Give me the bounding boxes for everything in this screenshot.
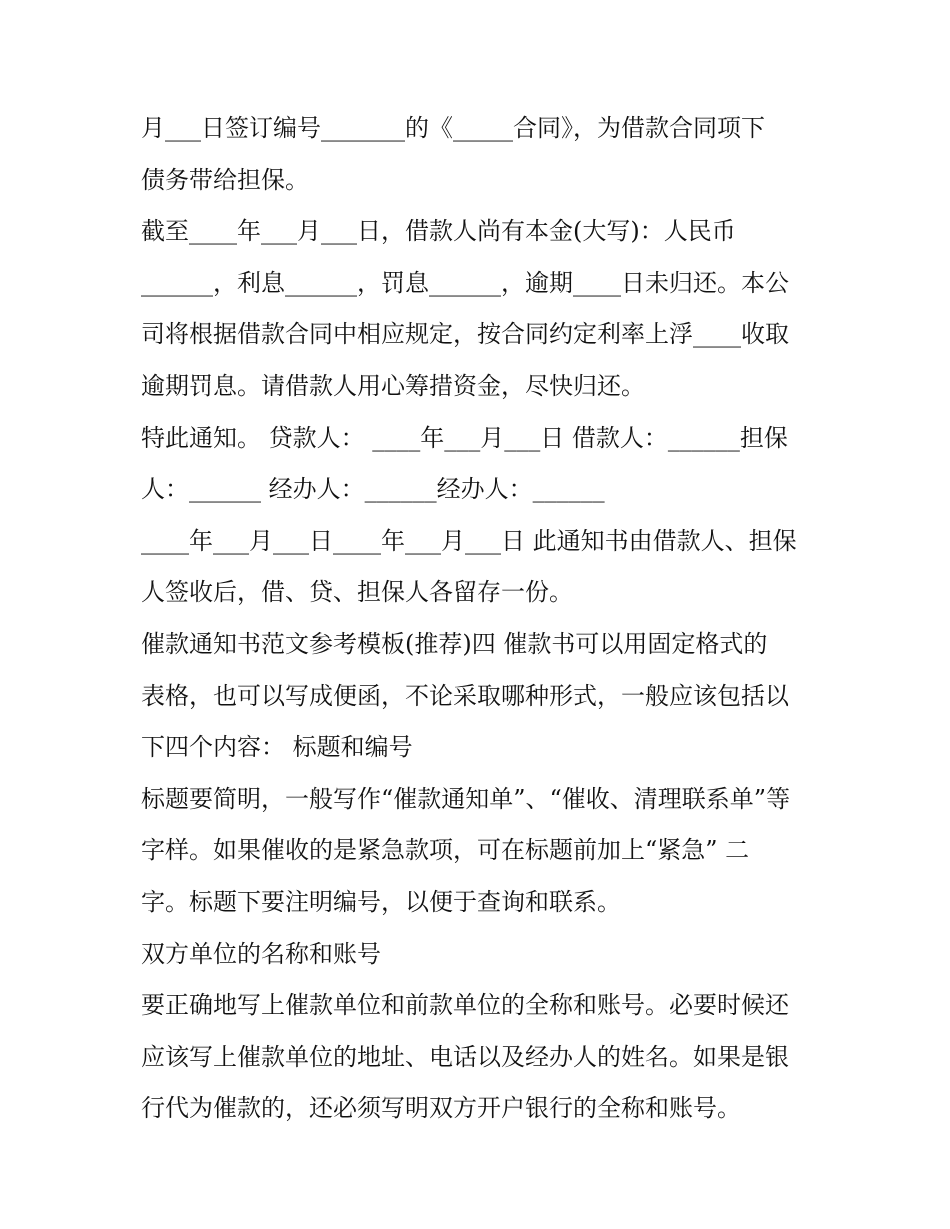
text-line: 行代为催款的，还必须写明双方开户银行的全称和账号。 [141, 1094, 741, 1123]
text-line: 债务带给担保。 [141, 165, 309, 194]
text-line: 截至____年___月___日，借款人尚有本金(大写)：人民币 [141, 217, 736, 246]
text-line: 特此通知。 贷款人： ____年___月___日 借款人：______担保 [141, 423, 788, 452]
text-line: 下四个内容： 标题和编号 [141, 733, 413, 762]
text-line: 人签收后，借、贷、担保人各留存一份。 [141, 578, 573, 607]
text-line: ____年___月___日____年___月___日 此通知书由借款人、担保 [141, 526, 797, 555]
section-heading: 双方单位的名称和账号 [141, 939, 381, 968]
text-line: 人：______ 经办人：______经办人：______ [141, 475, 605, 504]
text-line: 字样。如果催收的是紧急款项，可在标题前加上“紧急” 二 [141, 836, 750, 865]
document-body [141, 103, 821, 1135]
text-line: 字。标题下要注明编号，以便于查询和联系。 [141, 887, 621, 916]
text-line: 要正确地写上催款单位和前款单位的全称和账号。必要时候还 [141, 991, 789, 1020]
text-line: 司将根据借款合同中相应规定，按合同约定利率上浮____收取 [141, 320, 789, 349]
text-line: 标题要简明，一般写作“催款通知单”、“催收、清理联系单”等 [141, 784, 791, 813]
text-line: 月___日签订编号_______的《_____合同》，为借款合同项下 [141, 114, 765, 142]
text-line: 催款通知书范文参考模板(推荐)四 催款书可以用固定格式的 [141, 629, 768, 658]
text-line: 表格，也可以写成便函，不论采取哪种形式，一般应该包括以 [141, 681, 789, 710]
text-line: 逾期罚息。请借款人用心筹措资金，尽快归还。 [141, 371, 645, 400]
text-line: 应该写上催款单位的地址、电话以及经办人的姓名。如果是银 [141, 1042, 789, 1071]
text-line: ______，利息______，罚息______，逾期____日未归还。本公 [141, 268, 789, 297]
